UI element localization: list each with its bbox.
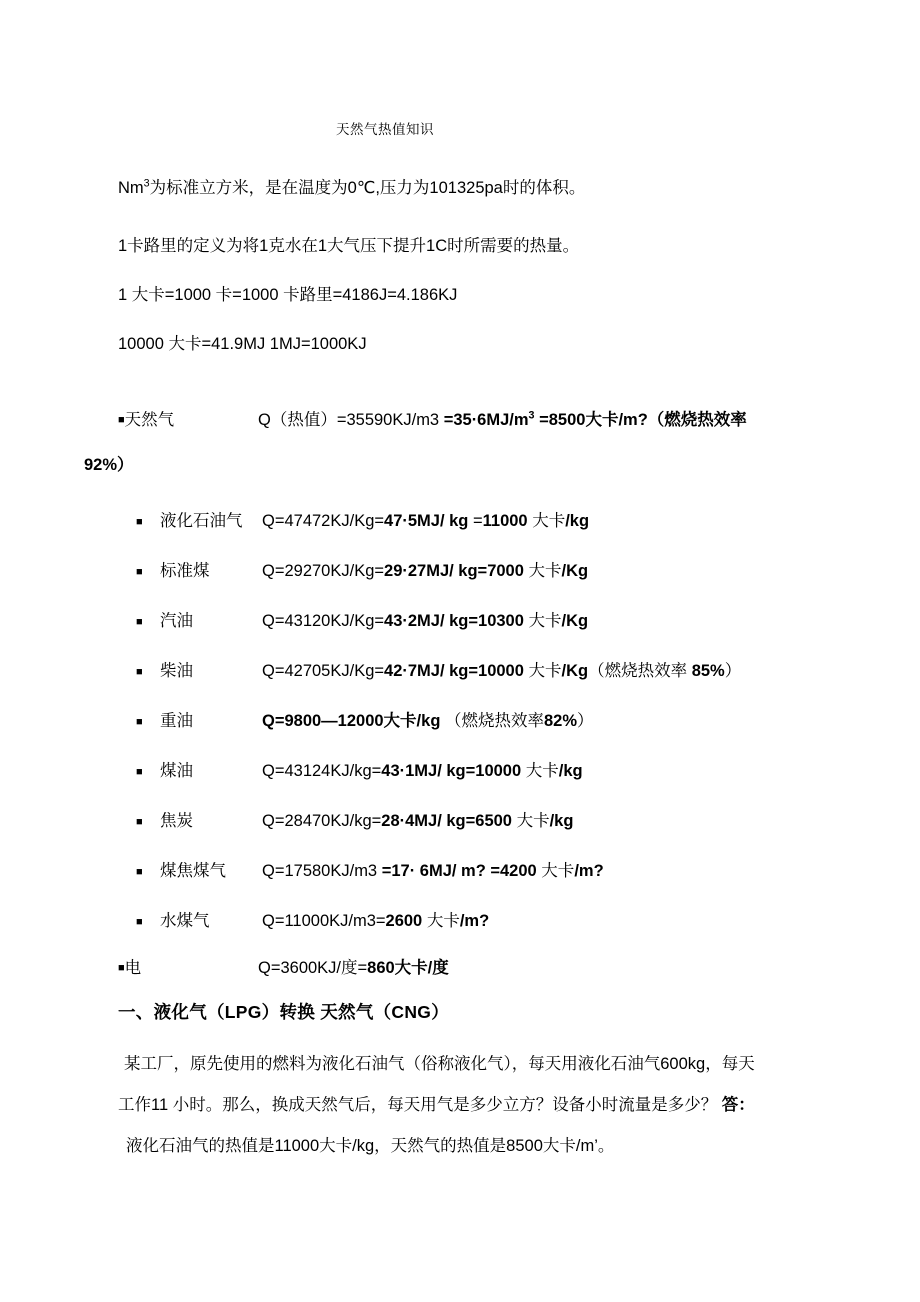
fuel-value-bold: 28·4MJ/ kg=6500 <box>381 812 512 830</box>
fuel-value-bold: 47·5MJ/ kg <box>384 512 473 530</box>
fuel-label: 柴油 <box>160 662 193 680</box>
square-bullet-icon: ■ <box>136 916 143 928</box>
square-bullet-icon: ■ <box>136 516 143 528</box>
fuel-label: 水煤气 <box>160 912 210 930</box>
fuel-value-electricity <box>258 951 449 985</box>
closing-paragraph <box>118 1044 848 1167</box>
fuel-value-tail-bold: /m? <box>459 912 490 930</box>
square-bullet-icon: ■ <box>136 616 143 628</box>
fuel-value-tail-bold: 82% <box>544 712 578 730</box>
fuel-value-bold: 29·27MJ/ kg=7000 <box>384 562 524 580</box>
fuel-value <box>262 704 594 738</box>
intro-line-1-superscript: 3 <box>143 177 150 190</box>
intro-line-3: 1 大卡=1000 卡=1000 卡路里=4186J=4.186KJ <box>118 286 458 304</box>
square-bullet-icon: ■ <box>136 716 143 728</box>
fuel-value-tail-plain: 大卡 <box>523 662 562 680</box>
closing-line-3: 液化石油气的热值是11000大卡/kg，天然气的热值是8500大卡/m’。 <box>126 1137 615 1155</box>
fuel-value-tail-plain: 大卡 <box>523 612 562 630</box>
square-bullet-icon: ■ <box>136 566 143 578</box>
intro-line-1-post: 为标准立方米，是在温度为0℃,压力为101325pa时的体积。 <box>149 179 586 197</box>
natural-gas-value-bold-tail: =8500大卡/m?（燃烧热效率 <box>534 411 747 429</box>
fuel-value-tail-plain: 大卡 <box>536 862 575 880</box>
electricity-value-bold: 860大卡/度 <box>367 959 449 977</box>
fuel-value <box>262 504 589 538</box>
section-heading-lpg-to-cng: 一、液化气（LPG）转换 天然气（CNG） <box>118 1002 450 1022</box>
fuel-value-tail-plain: 大卡 <box>527 512 566 530</box>
fuel-value-bold: 43·1MJ/ kg=10000 <box>381 762 522 780</box>
fuel-label-natural-gas <box>118 403 174 437</box>
fuel-value-bold: 2600 <box>385 912 423 930</box>
fuel-value-tail-plain: 大卡 <box>523 562 562 580</box>
fuel-value-plain: Q=28470KJ/kg= <box>262 812 382 830</box>
fuel-value-tail-plain: 大卡 <box>521 762 559 780</box>
intro-line-1 <box>118 170 830 206</box>
closing-line-2-answer-label: 答： <box>721 1096 755 1114</box>
fuel-value-tail-bold: /Kg <box>561 562 589 580</box>
fuel-value-suffix-close: ） <box>724 662 742 680</box>
fuel-label: 焦炭 <box>160 812 193 830</box>
intro-line-4: 10000 大卡=41.9MJ 1MJ=1000KJ <box>118 335 367 353</box>
fuel-value-tail-bold: /Kg <box>561 612 589 630</box>
closing-line-2-text: 工作11 小时。那么，换成天然气后，每天用气是多少立方？设备小时流量是多少？ <box>118 1096 722 1114</box>
natural-gas-value-superscript: 3 <box>528 409 535 422</box>
page-title: 天然气热值知识 <box>336 122 434 137</box>
fuel-value-tail-plain: 大卡 <box>511 812 550 830</box>
fuel-value-plain: Q=29270KJ/Kg= <box>262 562 385 580</box>
fuel-value-plain: Q=42705KJ/Kg= <box>262 662 385 680</box>
fuel-value-tail-bold: /Kg <box>561 662 589 680</box>
fuel-value <box>262 754 583 788</box>
fuel-label: 煤油 <box>160 762 193 780</box>
natural-gas-value-plain: Q（热值）=35590KJ/m3 <box>258 411 444 429</box>
fuel-value <box>262 854 604 888</box>
intro-line-2: 1卡路里的定义为将1克水在1大气压下提升1C时所需要的热量。 <box>118 237 580 255</box>
square-bullet-icon: ■ <box>118 414 125 426</box>
square-bullet-icon: ■ <box>118 962 125 974</box>
fuel-value-bold-2: 11000 <box>482 512 528 530</box>
square-bullet-icon: ■ <box>136 866 143 878</box>
fuel-label: 煤焦煤气 <box>160 862 226 880</box>
fuel-value-tail-plain: 大卡 <box>422 912 460 930</box>
fuel-value-plain: Q=17580KJ/m3 <box>262 862 382 880</box>
fuel-label: 液化石油气 <box>160 512 243 530</box>
square-bullet-icon: ■ <box>136 666 143 678</box>
fuel-label: 标准煤 <box>160 562 210 580</box>
fuel-name-natural-gas: 天然气 <box>124 411 175 429</box>
fuel-name-electricity: 电 <box>124 959 142 977</box>
fuel-value <box>262 554 588 588</box>
fuel-value-bold: =17· 6MJ/ m? =4200 <box>381 862 537 880</box>
fuel-value <box>262 654 741 688</box>
fuel-value-plain: Q=43120KJ/Kg= <box>262 612 385 630</box>
fuel-value-plain: Q=47472KJ/Kg= <box>262 512 385 530</box>
fuel-value-plain: Q=11000KJ/m3= <box>262 912 386 930</box>
natural-gas-value-bold: =35·6MJ/m <box>443 411 529 429</box>
fuel-label-electricity <box>118 951 141 985</box>
fuel-value-bold: 43·2MJ/ kg=10300 <box>384 612 524 630</box>
fuel-value-suffix-plain: （燃烧热效率 <box>588 662 692 680</box>
fuel-value-tail-bold: /kg <box>549 812 574 830</box>
fuel-label: 重油 <box>160 712 193 730</box>
fuel-value-bold: Q=9800—12000大卡/kg <box>262 712 441 730</box>
fuel-value-tail-plain: （燃烧热效率 <box>440 712 544 730</box>
fuel-label: 汽油 <box>160 612 193 630</box>
fuel-value-natural-gas <box>258 403 747 437</box>
square-bullet-icon: ■ <box>136 816 143 828</box>
closing-line-2 <box>118 1085 848 1126</box>
fuel-value-tail-bold: /kg <box>558 762 583 780</box>
fuel-value-bold: 42·7MJ/ kg=10000 <box>384 662 524 680</box>
fuel-value-suffix-close: ） <box>577 712 594 730</box>
natural-gas-wrap-line: 92%） <box>84 456 134 474</box>
electricity-value-plain: Q=3600KJ/度= <box>258 959 368 977</box>
fuel-value-plain: Q=43124KJ/kg= <box>262 762 382 780</box>
intro-line-1-pre: Nm <box>118 179 144 197</box>
fuel-value-plain-2: = <box>472 512 483 530</box>
fuel-value-tail-bold: /m? <box>574 862 604 880</box>
fuel-value <box>262 604 588 638</box>
fuel-value <box>262 804 573 838</box>
closing-line-1: 某工厂，原先使用的燃料为液化石油气（俗称液化气），每天用液化石油气600kg，每天 <box>124 1055 755 1073</box>
fuel-value-suffix-bold: 85% <box>691 662 725 680</box>
fuel-value-tail-bold: /kg <box>565 512 590 530</box>
fuel-row-electricity <box>118 951 449 985</box>
square-bullet-icon: ■ <box>136 766 143 778</box>
fuel-value <box>262 904 489 938</box>
